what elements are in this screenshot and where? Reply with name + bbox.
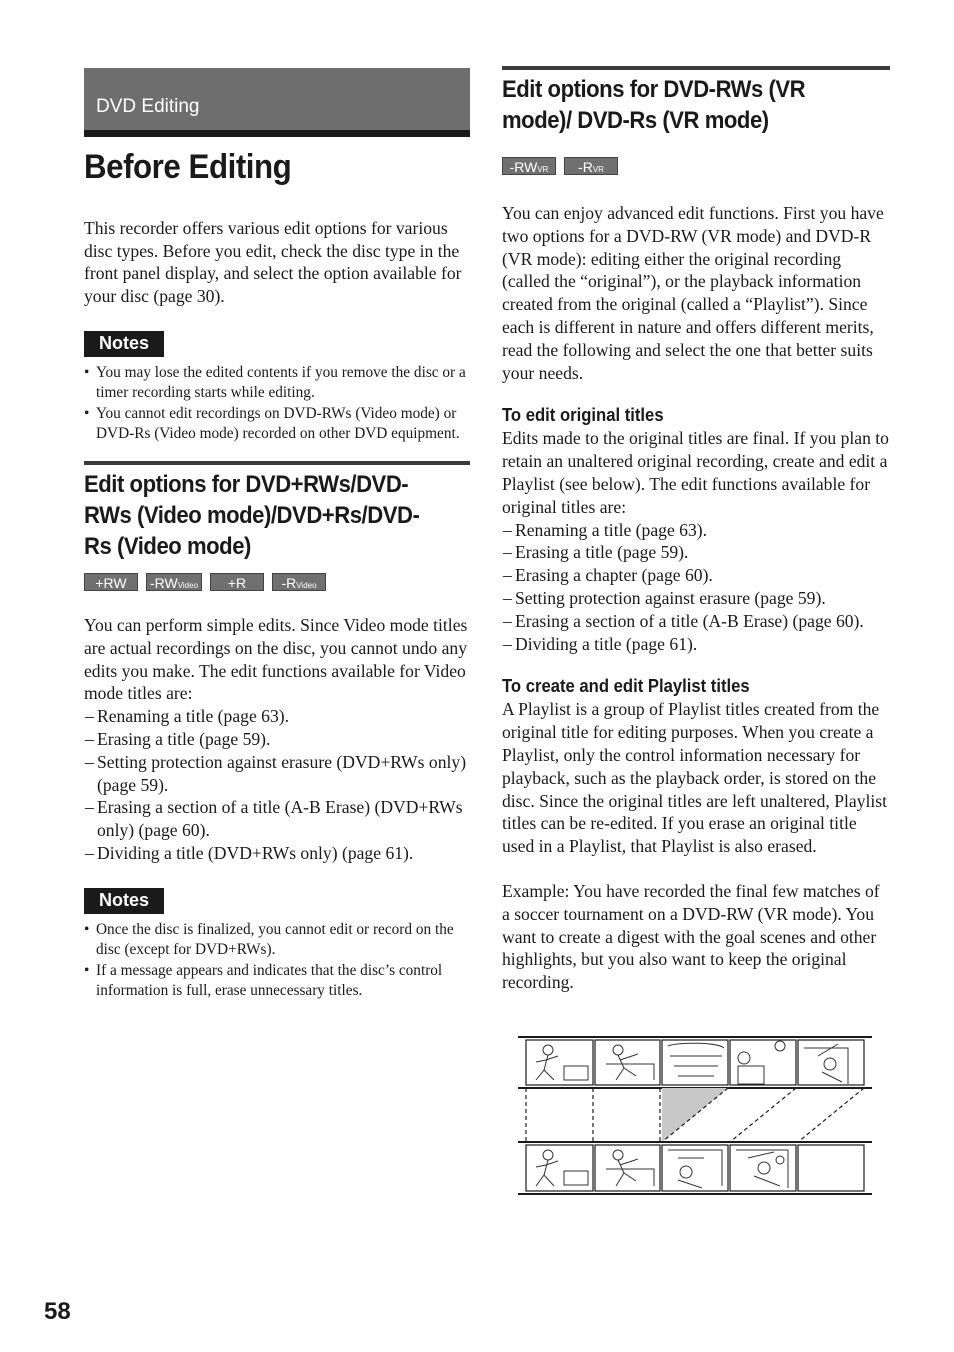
page-number: 58 [44, 1298, 71, 1325]
section-header-bar [84, 68, 470, 137]
video-mode-edit-list [84, 705, 470, 865]
playlist-paragraph: A Playlist is a group of Playlist titles created from the original title for editing purposes. When you create a Playlist, only the control information necessary for playback, such as the playback order, is stored on the disc. Since the original titles are left unaltered, Playlist titles can be re-edited. If you erase an original title used in a Playlist, that Playlist is also erased. [502, 699, 888, 857]
note-item: • Once the disc is finalized, you cannot edit or record on the disc (except for DVD+RWs). [84, 920, 470, 961]
notes-list [84, 363, 470, 445]
right-column [502, 66, 890, 994]
list-item: – Renaming a title (page 63). [502, 519, 890, 542]
section-heading-video-mode: Edit options for DVD+RWs/DVD-RWs (Video mode)/DVD+Rs/DVD-Rs (Video mode) [84, 470, 420, 560]
disc-type-badges [84, 573, 470, 592]
section-rule [84, 461, 470, 465]
video-mode-paragraph: You can perform simple edits. Since Video mode titles are actual recordings on the disc, you cannot undo any edits you make. The edit functions available for Video mode titles are: [84, 614, 468, 704]
list-item: – Erasing a title (page 59). [502, 541, 890, 564]
vr-mode-paragraph: You can enjoy advanced edit functions. First you have two options for a DVD-RW (VR mode) and DVD-R (VR mode): editing either the original recording (called the “original”), or the playback information created from the original (called a “Playlist”). Since each is different in nature and offers different merits, read the following and select the one that better suits your needs. [502, 203, 884, 383]
notes-list [84, 920, 470, 1002]
note-item: • If a message appears and indicates that the disc’s control information is full, erase unnecessary titles. [84, 961, 470, 1002]
disc-badge: +R [210, 573, 264, 591]
section-heading-vr-mode: Edit options for DVD-RWs (VR mode)/ DVD-Rs (VR mode) [502, 76, 806, 134]
list-item: – Setting protection against erasure (DVD+RWs only) (page 59). [84, 751, 470, 797]
original-edit-list [502, 519, 890, 656]
list-item: – Erasing a section of a title (A-B Erase) (page 60). [502, 610, 890, 633]
note-item: • You cannot edit recordings on DVD-RWs (Video mode) or DVD-Rs (Video mode) recorded on other DVD equipment. [84, 404, 470, 445]
list-item: – Erasing a section of a title (A-B Erase) (DVD+RWs only) (page 60). [84, 796, 470, 842]
disc-badge: +RW [84, 573, 138, 591]
list-item: – Renaming a title (page 63). [84, 705, 470, 728]
notes-label: Notes [84, 888, 164, 914]
disc-badge: -RVideo [272, 573, 326, 591]
subheading-original-titles: To edit original titles [502, 404, 664, 426]
disc-type-badges [502, 157, 890, 176]
list-item: – Erasing a title (page 59). [84, 728, 470, 751]
intro-paragraph: This recorder offers various edit options for various disc types. Before you edit, check the disc type in the front panel display, and select the option available for your disc (page 30). [84, 217, 462, 307]
disc-badge: -RVR [564, 157, 618, 175]
playlist-film-strip-illustration [518, 1036, 872, 1196]
example-paragraph: Example: You have recorded the final few matches of a soccer tournament on a DVD-RW (VR mode). You want to create a digest with the goal scenes and other highlights, but you also want to keep the original recording. [502, 880, 880, 993]
disc-badge: -RWVR [502, 157, 556, 175]
list-item: – Setting protection against erasure (page 59). [502, 587, 890, 610]
list-item: – Erasing a chapter (page 60). [502, 564, 890, 587]
section-header-label: DVD Editing [96, 96, 200, 117]
original-titles-paragraph: Edits made to the original titles are final. If you plan to retain an unaltered original recording, create and edit a Playlist (see below). The edit functions available for original titles are: [502, 428, 889, 517]
list-item: – Dividing a title (DVD+RWs only) (page 61). [84, 842, 470, 865]
subheading-playlist-titles: To create and edit Playlist titles [502, 675, 750, 697]
section-rule [502, 66, 890, 70]
left-column [84, 68, 470, 1002]
note-item: • You may lose the edited contents if you remove the disc or a timer recording starts while editing. [84, 363, 470, 404]
disc-badge: -RWVideo [146, 573, 202, 591]
page-title: Before Editing [84, 148, 292, 186]
notes-label: Notes [84, 331, 164, 357]
list-item: – Dividing a title (page 61). [502, 633, 890, 656]
